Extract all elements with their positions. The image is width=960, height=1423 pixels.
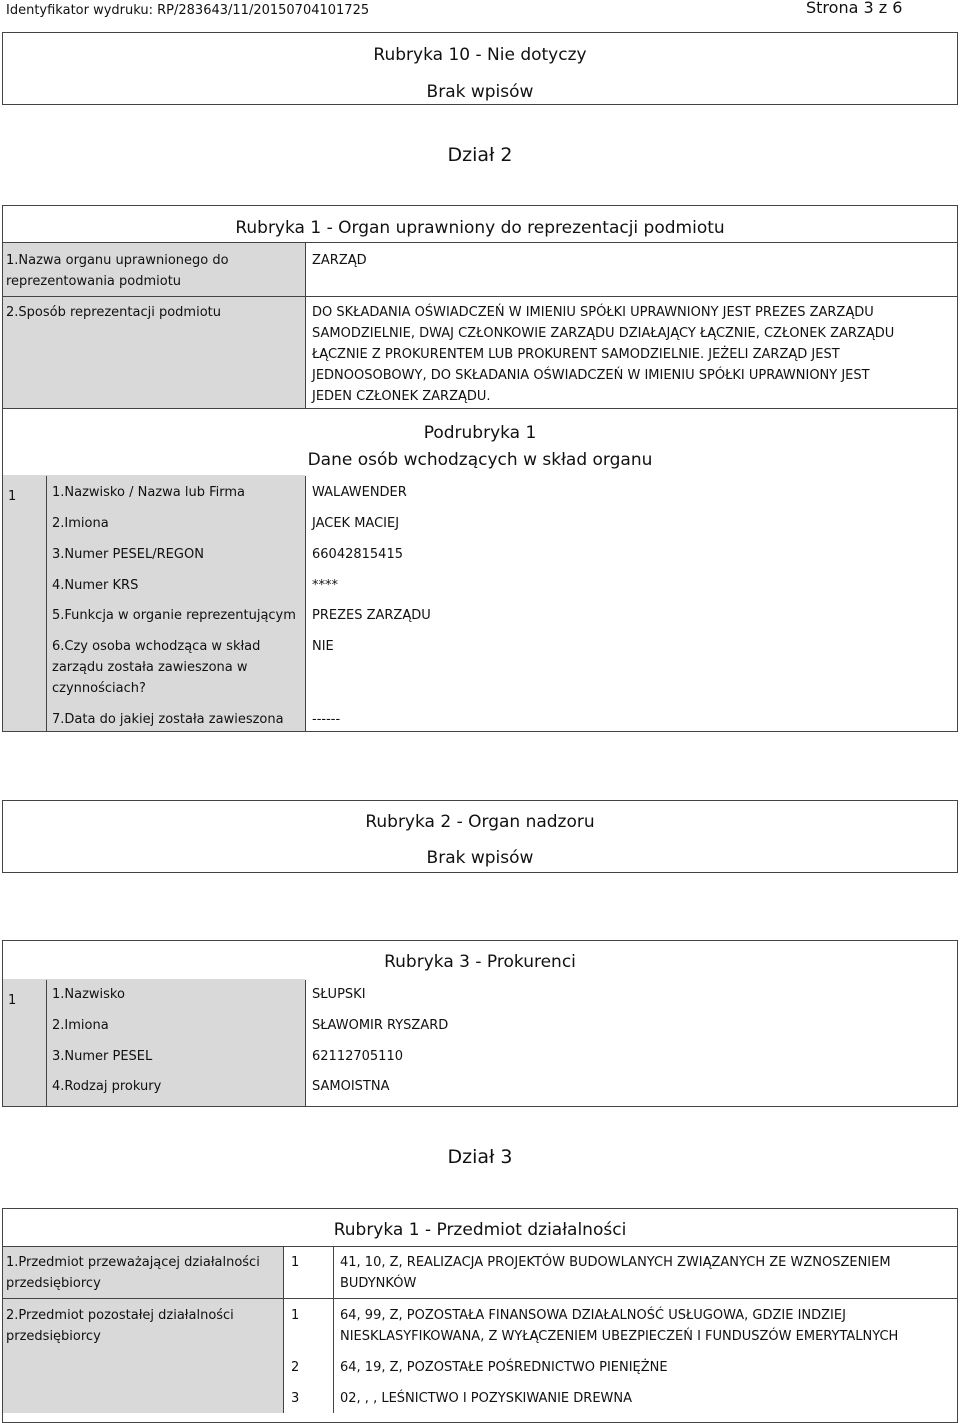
rubryka-2-empty: Brak wpisów <box>426 848 534 868</box>
rubryka-3-title: Rubryka 3 - Prokurenci <box>384 952 576 972</box>
person-pesel-label: 3.Numer PESEL/REGON <box>52 547 204 562</box>
person-function-value: PREZES ZARZĄDU <box>312 608 431 623</box>
print-identifier: Identyfikator wydruku: RP/283643/11/20150704101725 <box>6 3 370 18</box>
person-suspension-date-value: ------ <box>312 712 341 727</box>
prokurent-surname-label: 1.Nazwisko <box>52 987 125 1002</box>
person-surname-value: WALAWENDER <box>312 485 407 500</box>
representation-label: 2.Sposób reprezentacji podmiotu <box>6 305 221 320</box>
person-firstnames-label: 2.Imiona <box>52 516 109 531</box>
other-activity-text-1: 64, 99, Z, POZOSTAŁA FINANSOWA DZIAŁALNOŚĆ USŁUGOWA, GDZIE INDZIEJ NIESKLASYFIKOWANA, Z WYŁĄCZENIEM UBEZPIECZEŃ I FUNDUSZÓW EMERYTALNYCH <box>340 1308 899 1344</box>
main-activity-label: 1.Przedmiot przeważającej działalności przedsiębiorcy <box>6 1255 260 1291</box>
person-suspended-value: NIE <box>312 639 334 654</box>
representation-value: DO SKŁADANIA OŚWIADCZEŃ W IMIENIU SPÓŁKI UPRAWNIONY JEST PREZES ZARZĄDU SAMODZIELNIE, DWAJ CZŁONKOWIE ZARZĄDU DZIAŁAJĄCY ŁĄCZNIE, CZŁONEK ZARZĄDU ŁĄCZNIE Z PROKURENTEM LUB PROKURENT SAMODZIELNIE. JEŻELI ZARZĄD JEST JEDNOOSOBOWY, DO SKŁADANIA OŚWIADCZEŃ W IMIENIU SPÓŁKI UPRAWNIONY JEST JEDEN CZŁONEK ZARZĄDU. <box>312 305 895 404</box>
prokurent-pesel-label: 3.Numer PESEL <box>52 1049 153 1064</box>
rubryka-10-empty: Brak wpisów <box>426 82 534 102</box>
rubryka-10-title: Rubryka 10 - Nie dotyczy <box>373 45 587 65</box>
person-suspended-label: 6.Czy osoba wchodząca w skład zarządu została zawieszona w czynnościach? <box>52 639 261 696</box>
other-activity-num-1: 1 <box>291 1308 300 1323</box>
rubryka-2-title: Rubryka 2 - Organ nadzoru <box>365 812 595 832</box>
person-firstnames-value: JACEK MACIEJ <box>312 516 400 531</box>
organ-name-value: ZARZĄD <box>312 253 367 268</box>
other-activity-label: 2.Przedmiot pozostałej działalności przedsiębiorcy <box>6 1308 234 1344</box>
other-activity-text-3: 02, , , LEŚNICTWO I POZYSKIWANIE DREWNA <box>340 1391 633 1406</box>
other-activity-num-2: 2 <box>291 1360 300 1375</box>
person-krs-value: **** <box>312 578 338 593</box>
rubryka-1-title: Rubryka 1 - Organ uprawniony do reprezentacji podmiotu <box>235 218 725 238</box>
person-index: 1 <box>8 489 17 504</box>
person-suspension-date-label: 7.Data do jakiej została zawieszona <box>52 712 284 727</box>
organ-name-label: 1.Nazwa organu uprawnionego do reprezentowania podmiotu <box>6 253 229 289</box>
main-activity-num: 1 <box>291 1255 300 1270</box>
person-surname-label: 1.Nazwisko / Nazwa lub Firma <box>52 485 245 500</box>
main-activity-text: 41, 10, Z, REALIZACJA PROJEKTÓW BUDOWLANYCH ZWIĄZANYCH ZE WZNOSZENIEM BUDYNKÓW <box>340 1255 891 1291</box>
podrubryka-subtitle: Dane osób wchodzących w skład organu <box>307 450 653 470</box>
person-function-label: 5.Funkcja w organie reprezentującym <box>52 608 296 623</box>
person-krs-label: 4.Numer KRS <box>52 578 139 593</box>
podrubryka-title: Podrubryka 1 <box>423 423 537 443</box>
prokurent-surname-value: SŁUPSKI <box>312 987 366 1002</box>
prokurent-pesel-value: 62112705110 <box>312 1049 403 1064</box>
other-activity-num-3: 3 <box>291 1391 300 1406</box>
prokurent-index: 1 <box>8 993 17 1008</box>
person-pesel-value: 66042815415 <box>312 547 403 562</box>
prokurent-firstnames-value: SŁAWOMIR RYSZARD <box>312 1018 449 1033</box>
prokura-type-label: 4.Rodzaj prokury <box>52 1079 162 1094</box>
page-number: Strona 3 z 6 <box>806 0 903 17</box>
dzial-2-title: Dział 2 <box>447 144 513 166</box>
dzial-3-rubryka-1-title: Rubryka 1 - Przedmiot działalności <box>333 1220 627 1240</box>
dzial-3-title: Dział 3 <box>447 1146 513 1168</box>
prokura-type-value: SAMOISTNA <box>312 1079 390 1094</box>
other-activity-text-2: 64, 19, Z, POZOSTAŁE POŚREDNICTWO PIENIĘŻNE <box>340 1360 668 1375</box>
prokurent-firstnames-label: 2.Imiona <box>52 1018 109 1033</box>
